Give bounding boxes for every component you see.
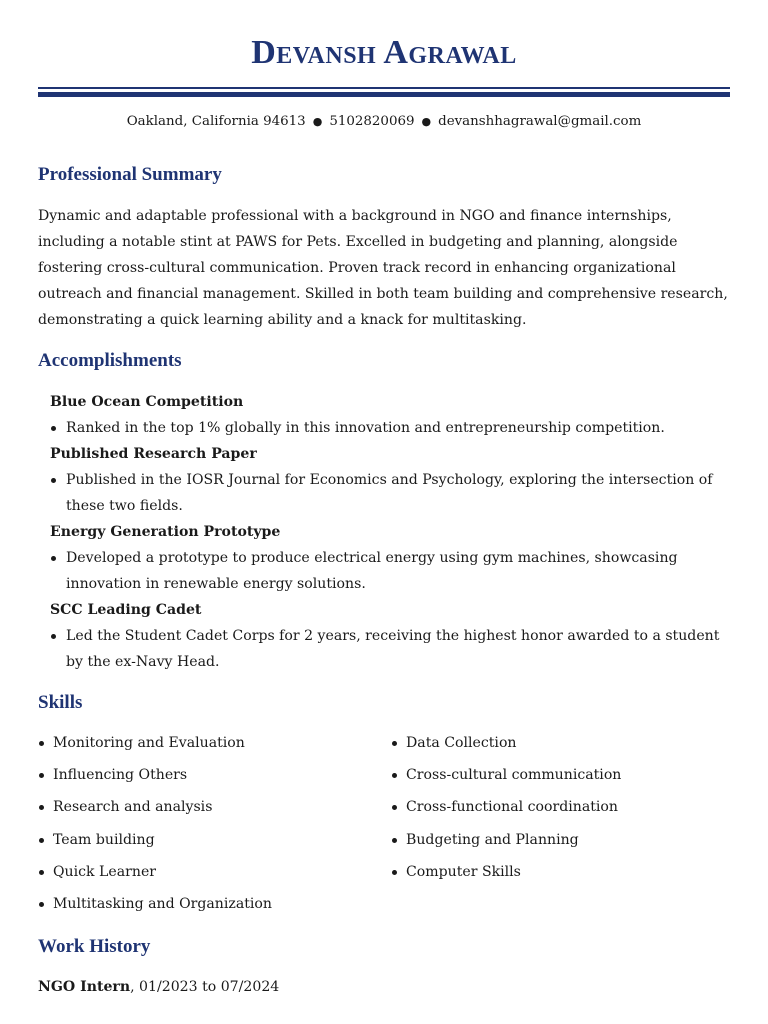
skill-item: Budgeting and Planning (391, 829, 721, 861)
skill-item: Cross-cultural communication (391, 764, 721, 796)
job-dates: , 01/2023 to 07/2024 (130, 979, 280, 995)
accomplishment-title: Blue Ocean Competition (50, 394, 244, 410)
accomplishment-item (50, 441, 740, 519)
contact-line (0, 114, 768, 129)
skill-item: Quick Learner (38, 861, 368, 893)
contact-phone: 5102820069 (329, 114, 415, 129)
candidate-name: Devansh Agrawal (251, 34, 517, 71)
accomplishment-title: Published Research Paper (50, 446, 257, 462)
job-title: NGO Intern (38, 979, 131, 995)
header-rule-thick (38, 92, 730, 97)
skill-item: Multitasking and Organization (38, 893, 368, 925)
accomplishment-item (50, 597, 740, 675)
summary-text: Dynamic and adaptable professional with a background in NGO and finance internships, including a notable stint at PAWS for Pets. Excelled in budgeting and planning, alongside fostering cross-cultural communication. Proven track record in enhancing organizational outreach and financial management. Skilled in both team building and comprehensive research, demonstrating a quick learning ability and a knack for multitasking. (38, 208, 728, 328)
skill-item: Monitoring and Evaluation (38, 732, 368, 764)
skills-column-left (38, 732, 368, 925)
contact-location: Oakland, California 94613 (126, 114, 306, 129)
accomplishment-title: SCC Leading Cadet (50, 602, 202, 618)
job-entry (38, 976, 279, 998)
skills-column-right (391, 732, 721, 893)
skill-item: Cross-functional coordination (391, 796, 721, 828)
accomplishment-item (50, 519, 740, 597)
skill-item: Research and analysis (38, 796, 368, 828)
skill-item: Influencing Others (38, 764, 368, 796)
header-rule-thin (38, 87, 730, 89)
accomplishment-detail: Ranked in the top 1% globally in this innovation and entrepreneurship competition. (50, 415, 740, 441)
bullet-separator: ● (312, 115, 323, 128)
accomplishment-item (50, 389, 740, 441)
accomplishments-heading: Accomplishments (38, 350, 182, 371)
accomplishment-detail: Led the Student Cadet Corps for 2 years, receiving the highest honor awarded to a student by the ex-Navy Head. (50, 623, 740, 675)
skill-item: Computer Skills (391, 861, 721, 893)
summary-heading: Professional Summary (38, 164, 222, 185)
contact-email: devanshhagrawal@gmail.com (438, 114, 642, 129)
accomplishment-title: Energy Generation Prototype (50, 524, 281, 540)
accomplishment-list (50, 389, 740, 675)
work-history-heading: Work History (38, 936, 151, 957)
skill-item: Data Collection (391, 732, 721, 764)
skills-heading: Skills (38, 692, 83, 713)
accomplishment-detail: Developed a prototype to produce electrical energy using gym machines, showcasing innovation in renewable energy solutions. (50, 545, 740, 597)
skill-item: Team building (38, 829, 368, 861)
accomplishment-detail: Published in the IOSR Journal for Economics and Psychology, exploring the intersection of these two fields. (50, 467, 740, 519)
bullet-separator: ● (421, 115, 432, 128)
